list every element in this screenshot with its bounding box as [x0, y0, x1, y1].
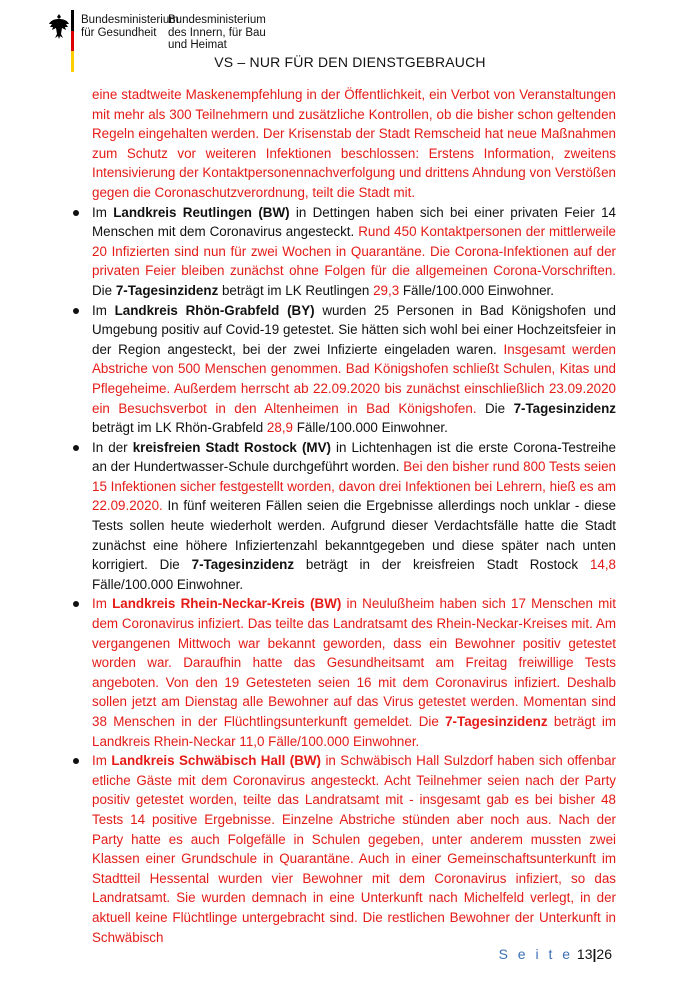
- incidence-value: 14,8: [589, 557, 616, 573]
- bullet-icon: [73, 308, 79, 314]
- incidence-value: 28,9: [266, 420, 293, 436]
- bullet-icon: [73, 758, 79, 764]
- page-separator: |: [592, 946, 597, 962]
- bullet-icon: [73, 210, 79, 216]
- incidence-value: 29,3: [373, 282, 400, 298]
- flag-stripe-black: [71, 10, 74, 31]
- federal-eagle-icon: [48, 12, 70, 40]
- list-item-rhein-neckar: Im Landkreis Rhein-Neckar-Kreis (BW) in Neulußheim haben sich 17 Menschen mit dem Coronavirus infiziert. Das teilte das Landratsamt des Rhein-Neckar-Kreises mit. Am vergangenen Mittwoch war bekannt geworden, dass ein Bewohner positiv getestet worden war. Daraufhin hatte das Gesundheitsamt am Freitag freiwillige Tests angeboten. Von den 19 Getesteten seien 16 mit dem Coronavirus infiziert. Deshalb sollen jetzt am Dienstag alle Bewohner auf das Virus getestet werden. Momentan sind 38 Menschen in der Flüchtlingsunterkunft gemeldet. Die 7-Tagesinzidenz beträgt im Landkreis Rhein-Neckar 11,0 Fälle/100.000 Einwohner.: [92, 594, 616, 751]
- classification-label: VS – NUR FÜR DEN DIENSTGEBRAUCH: [214, 54, 486, 70]
- region-name: Landkreis Rhön-Grabfeld (BY): [114, 302, 315, 318]
- ministry-health: Bundesministerium für Gesundheit: [81, 14, 179, 39]
- intro-paragraph: eine stadtweite Maskenempfehlung in der Öffentlichkeit, ein Verbot von Veranstaltungen mit mehr als 300 Teilnehmern und zusätzliche Kontrollen, ob die bisher schon geltenden Regeln eingehalten werden. Der Krisenstab der Stadt Remscheid hat neue Maßnahmen zum Schutz vor weiteren Infektionen beschlossen: Erstens Information, zweitens Intensivierung der Kontaktpersonennachverfolgung und drittens Ahndung von Verstößen gegen die Coronaschutzverordnung, teilt die Stadt mit.: [92, 87, 616, 200]
- page-label: S e i t e: [498, 946, 574, 962]
- region-name: Landkreis Schwäbisch Hall (BW): [111, 753, 322, 769]
- page-total: 26: [596, 946, 612, 962]
- document-body: [92, 85, 616, 947]
- report-list: [92, 203, 616, 948]
- ministry-interior: Bundesministerium des Innern, für Bau und Heimat: [168, 14, 266, 51]
- list-item-schwaebisch-hall: Im Landkreis Schwäbisch Hall (BW) in Schwäbisch Hall Sulzdorf haben sich offenbar etliche Gäste mit dem Coronavirus angesteckt. Acht Teilnehmer seien nach der Party positiv getestet worden, teilte das Landratsamt mit - insgesamt gab es bei bisher 48 Tests 14 positive Ergebnisse. Einzelne Abstriche stünden aber noch aus. Nach der Party hatte es auch Folgefälle in Schulen gegeben, unter anderem mussten zwei Klassen einer Grundschule in Quarantäne. Auch in einer Gemeinschaftsunterkunft im Stadtteil Hessental wurden vier Bewohner mit dem Coronavirus infiziert, so das Landratsamt. Sie wurden demnach in eine Unterkunft nach Michelfeld verlegt, in der aktuell keine Flüchtlinge untergebracht sind. Die restlichen Bewohner der Unterkunft in Schwäbisch: [92, 751, 616, 947]
- list-item-rostock: In der kreisfreien Stadt Rostock (MV) in Lichtenhagen ist die erste Corona-Testreihe an der Hundertwasser-Schule durchgeführt worden. Bei den bisher rund 800 Tests seien 15 Infektionen sicher festgestellt worden, davon drei Infektionen bei Lehrern, hieß es am 22.09.2020. In fünf weiteren Fällen seien die Ergebnisse allerdings noch unklar - diese Tests sollen heute wiederholt werden. Aufgrund dieser Verdachtsfälle hatte die Stadt zunächst eine höhere Infiziertenzahl bekanntgegeben und diese später nach unten korrigiert. Die 7-Tagesinzidenz beträgt in der kreisfreien Stadt Rostock 14,8 Fälle/100.000 Einwohner.: [92, 438, 616, 595]
- list-item-reutlingen: Im Landkreis Reutlingen (BW) in Dettingen haben sich bei einer privaten Feier 14 Menschen mit dem Coronavirus angesteckt. Rund 450 Kontaktpersonen der mittlerweile 20 Infizierten sind nun für zwei Wochen in Quarantäne. Die Corona-Infektionen auf der privaten Feier bleiben zunächst ohne Folgen für die allgemeinen Corona-Vorschriften. Die 7-Tagesinzidenz beträgt im LK Reutlingen 29,3 Fälle/100.000 Einwohner.: [92, 203, 616, 301]
- bullet-icon: [73, 445, 79, 451]
- list-item-rhoen-grabfeld: Im Landkreis Rhön-Grabfeld (BY) wurden 25 Personen in Bad Königshofen und Umgebung positiv auf Covid-19 getestet. Sie hätten sich wohl bei einer Hochzeitsfeier in der Region angesteckt, bei der zwei Infizierte eingeladen waren. Insgesamt werden Abstriche von 500 Menschen genommen. Bad Königshofen schließt Schulen, Kitas und Pflegeheime. Außerdem herrscht ab 22.09.2020 bis zunächst einschließlich 23.09.2020 ein Besuchsverbot in den Altenheimen in Bad Königshofen. Die 7-Tagesinzidenz beträgt im LK Rhön-Grabfeld 28,9 Fälle/100.000 Einwohner.: [92, 301, 616, 438]
- flag-stripe-red: [71, 31, 74, 52]
- region-name: Landkreis Rhein-Neckar-Kreis (BW): [112, 596, 342, 612]
- bullet-icon: [73, 601, 79, 607]
- region-name: Landkreis Reutlingen (BW): [113, 204, 290, 220]
- page-footer: [499, 946, 612, 962]
- page-header: [0, 0, 700, 80]
- page-number: 13: [576, 946, 593, 962]
- region-name: kreisfreien Stadt Rostock (MV): [132, 439, 331, 455]
